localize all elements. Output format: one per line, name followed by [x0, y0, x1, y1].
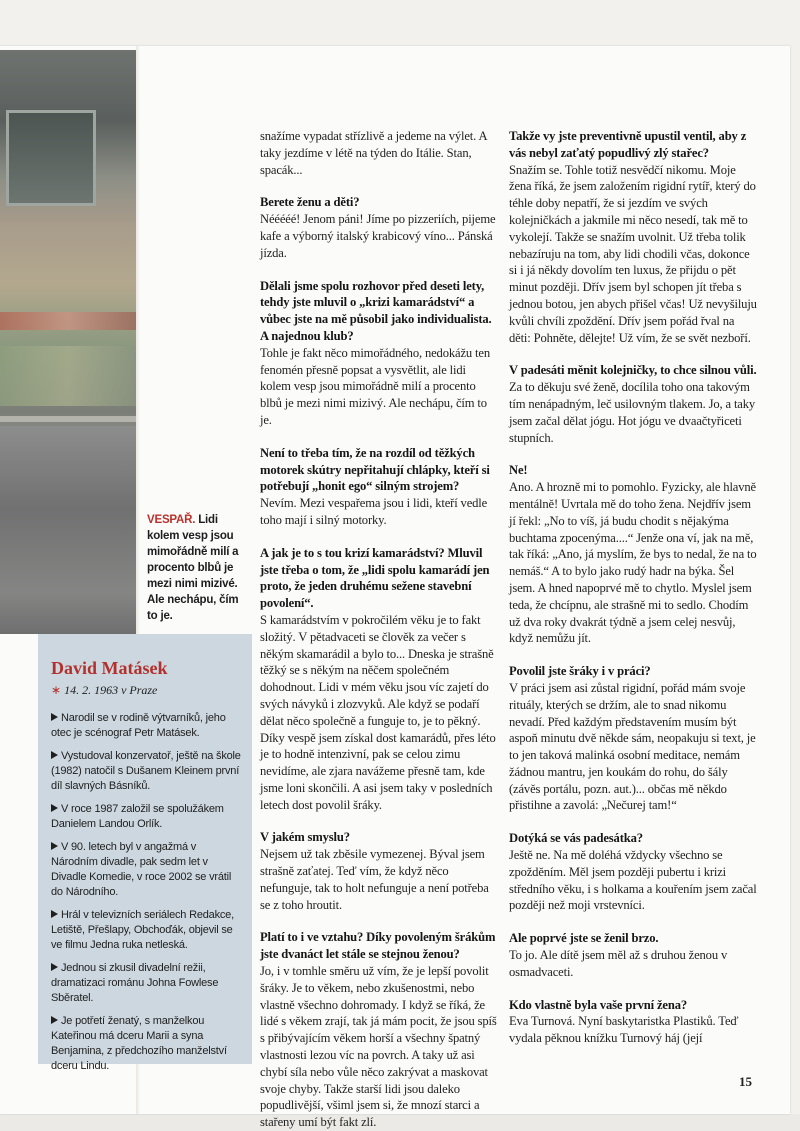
interview-answer: Nééééé! Jenom páni! Jíme po pizzeriích, pijeme kafe a výborný italský krabicový víno... Pánská jízda. [260, 212, 496, 260]
interview-question: Dělali jsme spolu rozhovor před deseti lety, tehdy jste mluvil o „krizi kamarádství“ a vůbec jste na mě působil jako individualista. A najednou klub? [260, 278, 492, 343]
bio-item-text: Vystudoval konzervatoř, ještě na škole (1982) natočil s Dušanem Kleinem první díl slavných Básníků. [51, 750, 241, 792]
bio-item-text: Narodil se v rodině výtvarníků, jeho otec je scénograf Petr Matásek. [51, 712, 226, 739]
bio-item-text: V 90. letech byl v angažmá v Národním divadle, pak sedm let v Divadle Komedie, v roce 2002 se vrátil do Národního. [51, 841, 232, 898]
bio-box [38, 634, 252, 1072]
interview-answer: Nejsem už tak zběsile vymezenej. Býval jsem strašně zaťatej. Teď vím, že když něco nefunguje, tak to holt nefunguje a není potřeba se z toho hroutit. [260, 847, 489, 912]
bullet-triangle-icon [51, 713, 58, 721]
paragraph-gap [509, 981, 757, 997]
bio-item [51, 961, 242, 1006]
bio-birth [51, 683, 242, 698]
interview-answer: V práci jsem asi zůstal rigidní, pořád mám svoje rituály, kterých se držím, ale to snad nikomu nevadí. Před každým představením musím být aspoň minutu dvě někde sám, neopakuju si text, je to jen taková malinká osobní meditace, nemám žádnou mantru, jen koukám do rohu, do šály (závěs portálu, pozn. aut.)... občas mě někdo přistihne a zavolá: „Nečurej tam!“ [509, 680, 756, 813]
bio-item [51, 908, 242, 953]
text-column-2 [509, 128, 757, 1047]
bio-birth-text: 14. 2. 1963 v Praze [64, 683, 158, 697]
interview-question: V padesáti měnit kolejničky, to chce silnou vůli. [509, 363, 757, 378]
bullet-triangle-icon [51, 751, 58, 759]
bio-item-text: Jednou si zkusil divadelní režii, dramatizaci románu Johna Fowlese Sběratel. [51, 962, 219, 1004]
interview-answer: Ano. A hrozně mi to pomohlo. Fyzicky, ale hlavně mentálně! Uvrtala mě do toho žena. Nejdřív jsem jí řekl: „No to víš, já budu chodit s nějakýma buchtama zpocenýma....“ Jenže ona ví, jak na mě, tak říká: „Ano, já myslím, že bys to nedal, že na to nemáš.“ A to bylo jako rudý hadr na býka. Šel jsem. A hned napoprvé mě to chytlo. Myslel jsem teda, že chcípnu, ale strašně mi to sedlo. Chodím už dva roky dvakrát týdně a jsem celej nesvůj, když nemůžu jít. [509, 480, 757, 646]
interview-answer: Ještě ne. Na mě doléhá vždycky všechno se zpožděním. Měl jsem později pubertu i krizi středního věku, i s holkama a kouřením jsem začal později než moji vrstevníci. [509, 848, 757, 913]
birth-star-icon: ∗ [51, 683, 62, 697]
paragraph-gap [260, 262, 498, 278]
interview-answer: Nevím. Mezi vespařema jsou i lidi, kteří vedle toho mají i silný motorky. [260, 496, 488, 527]
photo-road [0, 426, 136, 634]
interview-question: A jak je to s tou krizí kamarádství? Mluvil jste třeba o tom, že „lidi spolu kamarádí jen proto, že jeden druhému sežene stavební povolení“. [260, 545, 490, 611]
paragraph-gap [509, 346, 757, 362]
bio-item [51, 1014, 242, 1074]
interview-answer: Snažím se. Tohle totiž nesvědčí nikomu. Moje žena říká, že jsem založením rigidní rytíř, který do téhle doby nepatří, že si jezdím ve svých kolejničkách a jakmile mi něco nesedí, tak mě to vykolejí. Takže se snažím uvolnit. Už třeba tolik nebazíruju na tom, aby lidi chodili včas, dokonce si i já někdy dovolím ten luxus, že přijdu o pět minut později. Dřív jsem byl schopen jít třeba s jednou botou, jen abych přišel včas! Už nevyšiluju kvůli chvíli zpoždění. Dřív jsem pořád řval na děti: Pohněte, dělejte! Už vím, že se svět nezboří. [509, 162, 757, 345]
caption-text: Lidi kolem vesp jsou mimořádně milí a procento blbů je mezi nimi mizivé. Ale nechápu, čím to je. [147, 514, 239, 622]
interview-answer: Jo, i v tomhle směru už vím, že je lepší povolit šráky. Je to věkem, nebo zkušenostmi, nebo vlastně všechno dohromady. I když se říká, že lidé s věkem zrají, tak já mám pocit, že jsou spíš s přibývajícím věkem horší a všechny špatný vlastnosti lezou víc na povrch. A taky už asi chybí síla nebo vůle něco zakrývat a maskovat svoje chyby. Takže starší lidi jsou daleko popudlivější, všiml jsem si, že mnozí starci a stařeny umí být fakt zlí. [260, 964, 497, 1130]
text-column-1 [260, 128, 498, 1131]
interview-question: Ne! [509, 463, 528, 478]
interview-answer: Za to děkuju své ženě, docílila toho ona takovým tím nenápadným, leč usilovným tlakem. Jo, a taky jsem začal dělat jógu. Hot jógu ve dvaačtyřiceti stupních. [509, 380, 756, 445]
bio-item [51, 749, 242, 794]
photo-blur-band [0, 346, 136, 406]
interview-answer: snažíme vypadat střízlivě a jedeme na výlet. A taky jezdíme v létě na týden do Itálie. Stan, spacák... [260, 129, 487, 177]
bio-list [51, 711, 242, 1074]
caption-head: VESPAŘ. [147, 514, 196, 526]
bio-item-text: V roce 1987 založil se spolužákem Danielem Landou Orlík. [51, 803, 224, 830]
photo-road-line [0, 416, 136, 422]
paragraph-gap [509, 814, 757, 830]
interview-answer: Tohle je fakt něco mimořádného, nedokážu ten fenomén přesně popsat a vysvětlit, ale lidi kolem vesp jsou mimořádně milí a procento blbů je mezi nimi mizivý. Ale nechápu, čím to je. [260, 345, 490, 427]
bio-name: David Matásek [51, 658, 168, 678]
bio-item [51, 840, 242, 900]
bio-item [51, 802, 242, 832]
paragraph-gap [260, 913, 498, 929]
paragraph-gap [260, 178, 498, 194]
photo-window [6, 110, 96, 206]
page-number: 15 [739, 1074, 752, 1089]
bullet-triangle-icon [51, 1016, 58, 1024]
bullet-triangle-icon [51, 842, 58, 850]
interview-question: Povolil jste šráky i v práci? [509, 664, 651, 679]
interview-answer: To jo. Ale dítě jsem měl až s druhou ženou v osmadvaceti. [509, 948, 728, 979]
interview-question: Takže vy jste preventivně upustil ventil, aby z vás nebyl zaťatý popudlivý zlý stařec? [509, 129, 747, 160]
paragraph-gap [260, 813, 498, 829]
bullet-triangle-icon [51, 963, 58, 971]
bio-item [51, 711, 242, 741]
paragraph-gap [260, 529, 498, 545]
photo-blur-band [0, 312, 136, 330]
bullet-triangle-icon [51, 910, 58, 918]
paragraph-gap [509, 647, 757, 663]
interview-question: Kdo vlastně byla vaše první žena? [509, 997, 688, 1012]
bullet-triangle-icon [51, 804, 58, 812]
interview-question: Ale poprvé jste se ženil brzo. [509, 931, 659, 946]
paragraph-gap [509, 914, 757, 930]
interview-question: Není to třeba tím, že na rozdíl od těžkých motorek skútry nepřitahují chlápky, kteří si potřebují „honit ego“ silným strojem? [260, 445, 490, 494]
interview-question: V jakém smyslu? [260, 830, 350, 845]
interview-question: Berete ženu a děti? [260, 195, 360, 210]
bio-item-text: Je potřetí ženatý, s manželkou Kateřinou má dceru Marii a syna Benjamina, z předchozího manželství dceru Lindu. [51, 1015, 227, 1072]
bio-item-text: Hrál v televizních seriálech Redakce, Letiště, Přešlapy, Obchoďák, objevil se ve filmu Jedna ruka netleská. [51, 909, 234, 951]
paragraph-gap [260, 429, 498, 445]
interview-answer: Eva Turnová. Nyní baskytaristka Plastiků. Teď vydala pěknou knížku Turnový háj (její [509, 1014, 739, 1046]
interview-question: Platí to i ve vztahu? Díky povoleným šrákům jste dvanáct let stále se stejnou ženou? [260, 930, 496, 962]
interview-answer: S kamarádstvím v pokročilém věku je to fakt složitý. V pětadvaceti se člověk za večer s někým skamarádil a bylo to... Dneska je strašně těžký se s někým na něčem společném dohodnout. Lidi v mém věku jsou víc zajetí do svých návyků i zlozvyků. Ale když se podaří dělat něco společně a funguje to, je to pěkný. Díky vespě jsem získal dost kamarádů, přes léto je to hodně intenzivní, pak se celou zimu nevidíme, ale zjara navážeme přesně tam, kde jsme loni skončili. A asi jsem taky v posledních letech dost povolil šráky. [260, 612, 496, 812]
interview-question: Dotýká se vás padesátka? [509, 831, 643, 846]
photo-caption [147, 512, 243, 624]
portrait-photo [0, 50, 136, 634]
paragraph-gap [509, 446, 757, 462]
